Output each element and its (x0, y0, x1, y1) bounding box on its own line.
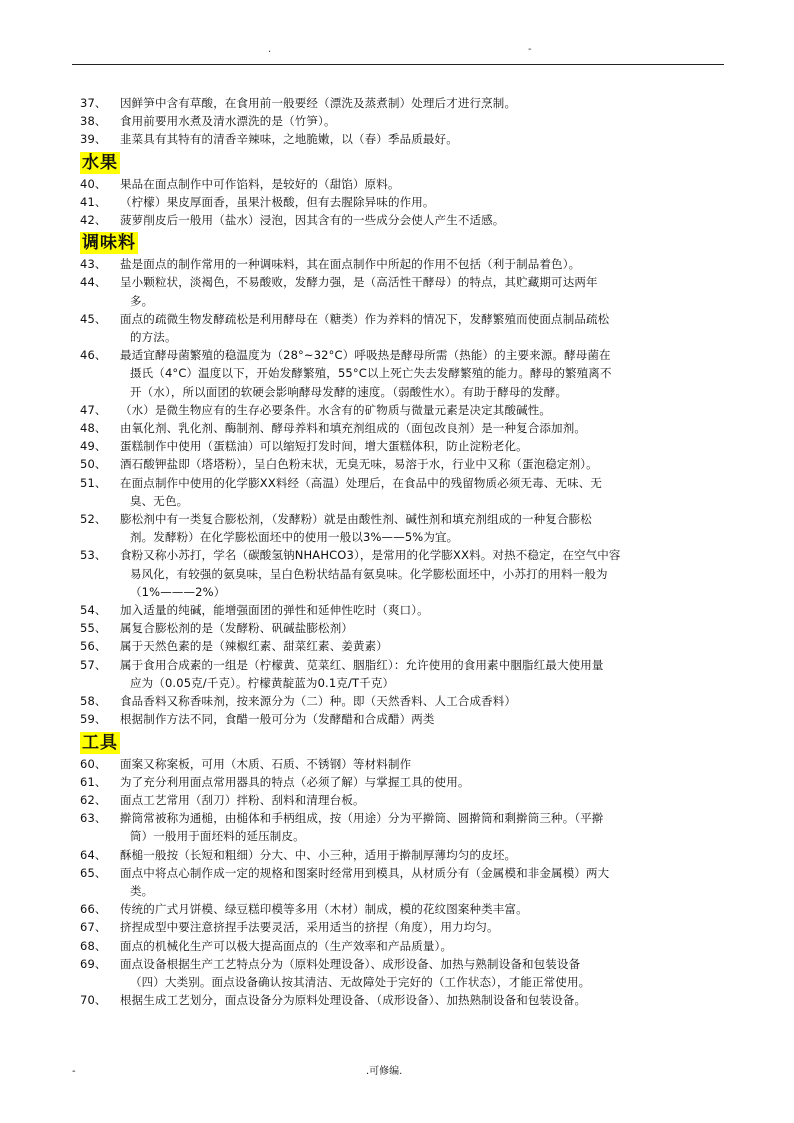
section-heading-text: 水果 (82, 152, 118, 173)
question-text-line: 菠萝削皮后一般用（盐水）浸泡，因其含有的一些成分会使人产生不适感。 (120, 213, 505, 228)
question-number: 63、 (80, 811, 107, 826)
question-text-line: 最适宜酵母菌繁殖的稳温度为（28°~32°C）呼吸热是酵母所需（热能）的主要来源。酵母菌在 (120, 348, 611, 363)
question-item (80, 991, 730, 1009)
question-text-line: 在面点制作中使用的化学膨XX料经（高温）处理后，在食品中的残留物质必须无毒、无味、无 (120, 475, 603, 490)
question-item (80, 510, 730, 546)
question-text-line: 属于天然色素的是（辣椒红素、甜菜红素、姜黄素） (120, 639, 388, 654)
question-text-line: 韭菜具有其特有的清香辛辣味，之地脆嫩，以（春）季品质最好。 (120, 132, 458, 147)
question-text-line: 因鲜笋中含有草酸，在食用前一般要经（漂洗及蒸煮制）处理后才进行烹制。 (120, 96, 517, 110)
question-item (80, 112, 730, 130)
question-item (80, 637, 730, 655)
question-item (80, 619, 730, 637)
question-text-line: 酥槌一般按（长短和粗细）分大、中、小三种，适用于擀制厚薄均匀的皮坯。 (120, 847, 517, 862)
question-item (80, 918, 730, 936)
question-number: 62、 (80, 792, 107, 807)
question-item (80, 346, 730, 401)
header-left-mark: . (268, 44, 272, 55)
question-number: 65、 (80, 865, 107, 880)
question-text-line: 面案又称案板，可用（木质、石质、不锈钢）等材料制作 (120, 756, 412, 771)
header-right-mark: - (528, 44, 532, 55)
question-item (80, 193, 730, 211)
question-item (80, 455, 730, 473)
question-text-line: 为了充分利用面点常用器具的特点（必须了解）与掌握工具的使用。 (120, 774, 470, 789)
question-text-line: 膨松剂中有一类复合膨松剂，（发酵粉）就是由酸性剂、碱性剂和填充剂组成的一种复合膨松 (120, 512, 592, 527)
question-text-line: 面点的疏微生物发酵疏松是利用酵母在（糖类）作为养料的情况下，发酵繁殖而使面点制品疏松 (120, 311, 610, 326)
question-text-line: 面点中将点心制作成一定的规格和图案时经常用到模具，从材质分有（金属模和非金属模）两大 (120, 865, 610, 880)
question-item (80, 656, 730, 692)
question-text-line: 摄氏（4°C）温度以下，开始发酵繁殖，55°C以上死亡失去发酵繁殖的能力。酵母的繁殖离不 (130, 366, 612, 381)
question-text-line: 食用前要用水煮及清水漂洗的是（竹笋）。 (120, 114, 336, 129)
question-text-line: （1%———2%） (130, 584, 226, 599)
question-item (80, 955, 730, 991)
question-item (80, 474, 730, 510)
question-number: 56、 (80, 639, 107, 654)
question-number: 41、 (80, 194, 107, 209)
question-text-line: 属复合膨松剂的是（发酵粉、矾碱盐膨松剂） (120, 621, 353, 636)
question-number: 52、 (80, 512, 107, 527)
question-text-line: 臭、无色。 (130, 493, 189, 508)
question-item (80, 94, 730, 112)
section-heading (80, 732, 730, 754)
section-heading (80, 232, 730, 254)
question-number: 66、 (80, 902, 107, 917)
footer-text: .可修编. (366, 1066, 403, 1077)
question-text-line: 属于食用合成素的一组是（柠檬黄、苋菜红、胭脂红）：允许使用的食用素中胭脂红最大使用量 (120, 657, 604, 672)
question-text-line: 加入适量的纯碱，能增强面团的弹性和延伸性吃时（爽口）。 (120, 603, 429, 618)
question-number: 70、 (80, 993, 107, 1008)
question-number: 39、 (80, 132, 107, 147)
question-item (80, 130, 730, 148)
section-heading (80, 152, 730, 174)
question-text-line: 应为（0.05克/千克）。柠檬黄靛蓝为0.1克/T千克） (130, 675, 395, 690)
question-number: 57、 (80, 657, 107, 672)
question-item (80, 773, 730, 791)
question-item (80, 846, 730, 864)
section-heading-text: 工具 (82, 732, 118, 753)
question-number: 50、 (80, 457, 107, 472)
question-item (80, 211, 730, 229)
question-text-line: 食品香料又称香味剂，按来源分为（二）种。即（天然香料、人工合成香料） (120, 694, 517, 709)
question-number: 55、 (80, 621, 107, 636)
question-text-line: 擀筒常被称为通槌，由槌体和手柄组成，按（用途）分为平擀筒、圆擀筒和剩擀筒三种。（平擀 (120, 811, 604, 826)
question-text-line: 果品在面点制作中可作馅料，是较好的（甜馅）原料。 (120, 176, 400, 191)
question-text-line: 根据制作方法不同，食醋一般可分为（发酵醋和合成醋）两类 (120, 712, 435, 727)
question-item (80, 546, 730, 601)
question-item (80, 864, 730, 900)
header-rule (72, 64, 724, 65)
question-item (80, 401, 730, 419)
question-number: 60、 (80, 756, 107, 771)
question-item (80, 255, 730, 273)
question-item (80, 710, 730, 728)
question-item (80, 175, 730, 193)
question-number: 38、 (80, 114, 107, 129)
question-text-line: 面点工艺常用（刮刀）拌粉、刮料和清理台板。 (120, 792, 365, 807)
question-item (80, 310, 730, 346)
question-text-line: 食粉又称小苏打，学名（碳酸氢钠NHAHCO3），是常用的化学膨XX料。对热不稳定，在空气中容 (120, 548, 621, 563)
question-number: 49、 (80, 439, 107, 454)
question-number: 61、 (80, 774, 107, 789)
question-number: 59、 (80, 712, 107, 727)
question-item (80, 937, 730, 955)
question-item (80, 437, 730, 455)
question-text-line: 筒）一般用于面坯料的延压制皮。 (130, 829, 305, 844)
question-item (80, 273, 730, 309)
section-heading-text: 调味料 (82, 233, 136, 254)
footer-left-mark: - (72, 1066, 76, 1077)
question-text-line: 盐是面点的制作常用的一种调味料，其在面点制作中所起的作用不包括（利于制品着色）。 (120, 257, 581, 272)
question-text-line: 易风化，有较强的氨臭味，呈白色粉状结晶有氨臭味。化学膨松面坯中，小苏打的用料一般为 (130, 566, 608, 581)
question-text-line: （水）是微生物应有的生存必要条件。水含有的矿物质与微量元素是决定其酸碱性。 (120, 402, 552, 417)
question-text-line: 的方法。 (130, 330, 177, 345)
question-text-line: 挤捏成型中要注意挤捏手法要灵活，采用适当的挤捏（角度），用力均匀。 (120, 920, 499, 935)
question-text-line: （柠檬）果皮厚面香，虽果汁极酸，但有去腥除异味的作用。 (120, 194, 435, 209)
question-number: 69、 (80, 956, 107, 971)
question-text-line: 多。 (130, 293, 154, 308)
question-number: 46、 (80, 348, 107, 363)
question-number: 37、 (80, 96, 107, 110)
question-number: 40、 (80, 176, 107, 191)
question-item (80, 755, 730, 773)
question-number: 64、 (80, 847, 107, 862)
question-text-line: 酒石酸钾盐即（塔塔粉），呈白色粉末状，无臭无味，易溶于水，行业中又称（蛋泡稳定剂）。 (120, 457, 598, 472)
question-number: 47、 (80, 402, 107, 417)
question-item (80, 809, 730, 845)
question-text-line: 面点的机械化生产可以极大提高面点的（生产效率和产品质量）。 (120, 938, 453, 953)
question-number: 48、 (80, 421, 107, 436)
question-number: 42、 (80, 213, 107, 228)
question-number: 67、 (80, 920, 107, 935)
question-number: 58、 (80, 694, 107, 709)
question-text-line: 由氧化剂、乳化剂、酶制剂、酵母养料和填充剂组成的（面包改良剂）是一种复合添加剂。 (120, 421, 586, 436)
question-item (80, 791, 730, 809)
question-number: 45、 (80, 311, 107, 326)
question-item (80, 692, 730, 710)
question-number: 68、 (80, 938, 107, 953)
question-text-line: 开（水），所以面团的软硬会影响酵母发酵的速度。（弱酸性水）。有助于酵母的发酵。 (130, 384, 568, 399)
question-item (80, 419, 730, 437)
question-text-line: 蛋糕制作中使用（蛋糕油）可以缩短打发时间，增大蛋糕体积，防止淀粉老化。 (120, 439, 528, 454)
question-text-line: 根据生成工艺划分，面点设备分为原料处理设备、（成形设备）、加热熟制设备和包装设备。 (120, 993, 587, 1008)
question-text-line: （四）大类别。面点设备确认按其清洁、无故障处于完好的（工作状态），才能正常使用。 (130, 974, 591, 989)
question-number: 53、 (80, 548, 107, 563)
question-text-line: 剂。发酵粉）在化学膨松面坯中的使用一般以3%——5%为宜。 (130, 530, 459, 545)
question-item (80, 900, 730, 918)
question-item (80, 601, 730, 619)
document-body (80, 94, 730, 1009)
question-number: 54、 (80, 603, 107, 618)
question-text-line: 面点设备根据生产工艺特点分为（原料处理设备）、成形设备、加热与熟制设备和包装设备 (120, 956, 581, 971)
question-text-line: 呈小颗粒状，淡褐色，不易酸败，发酵力强，是（高活性干酵母）的特点，其贮藏期可达两年 (120, 275, 598, 290)
question-number: 44、 (80, 275, 107, 290)
question-number: 43、 (80, 257, 107, 272)
question-number: 51、 (80, 475, 107, 490)
question-text-line: 传统的广式月饼模、绿豆糕印模等多用（木材）制成，模的花纹图案种类丰富。 (120, 902, 528, 917)
question-text-line: 类。 (130, 883, 154, 898)
